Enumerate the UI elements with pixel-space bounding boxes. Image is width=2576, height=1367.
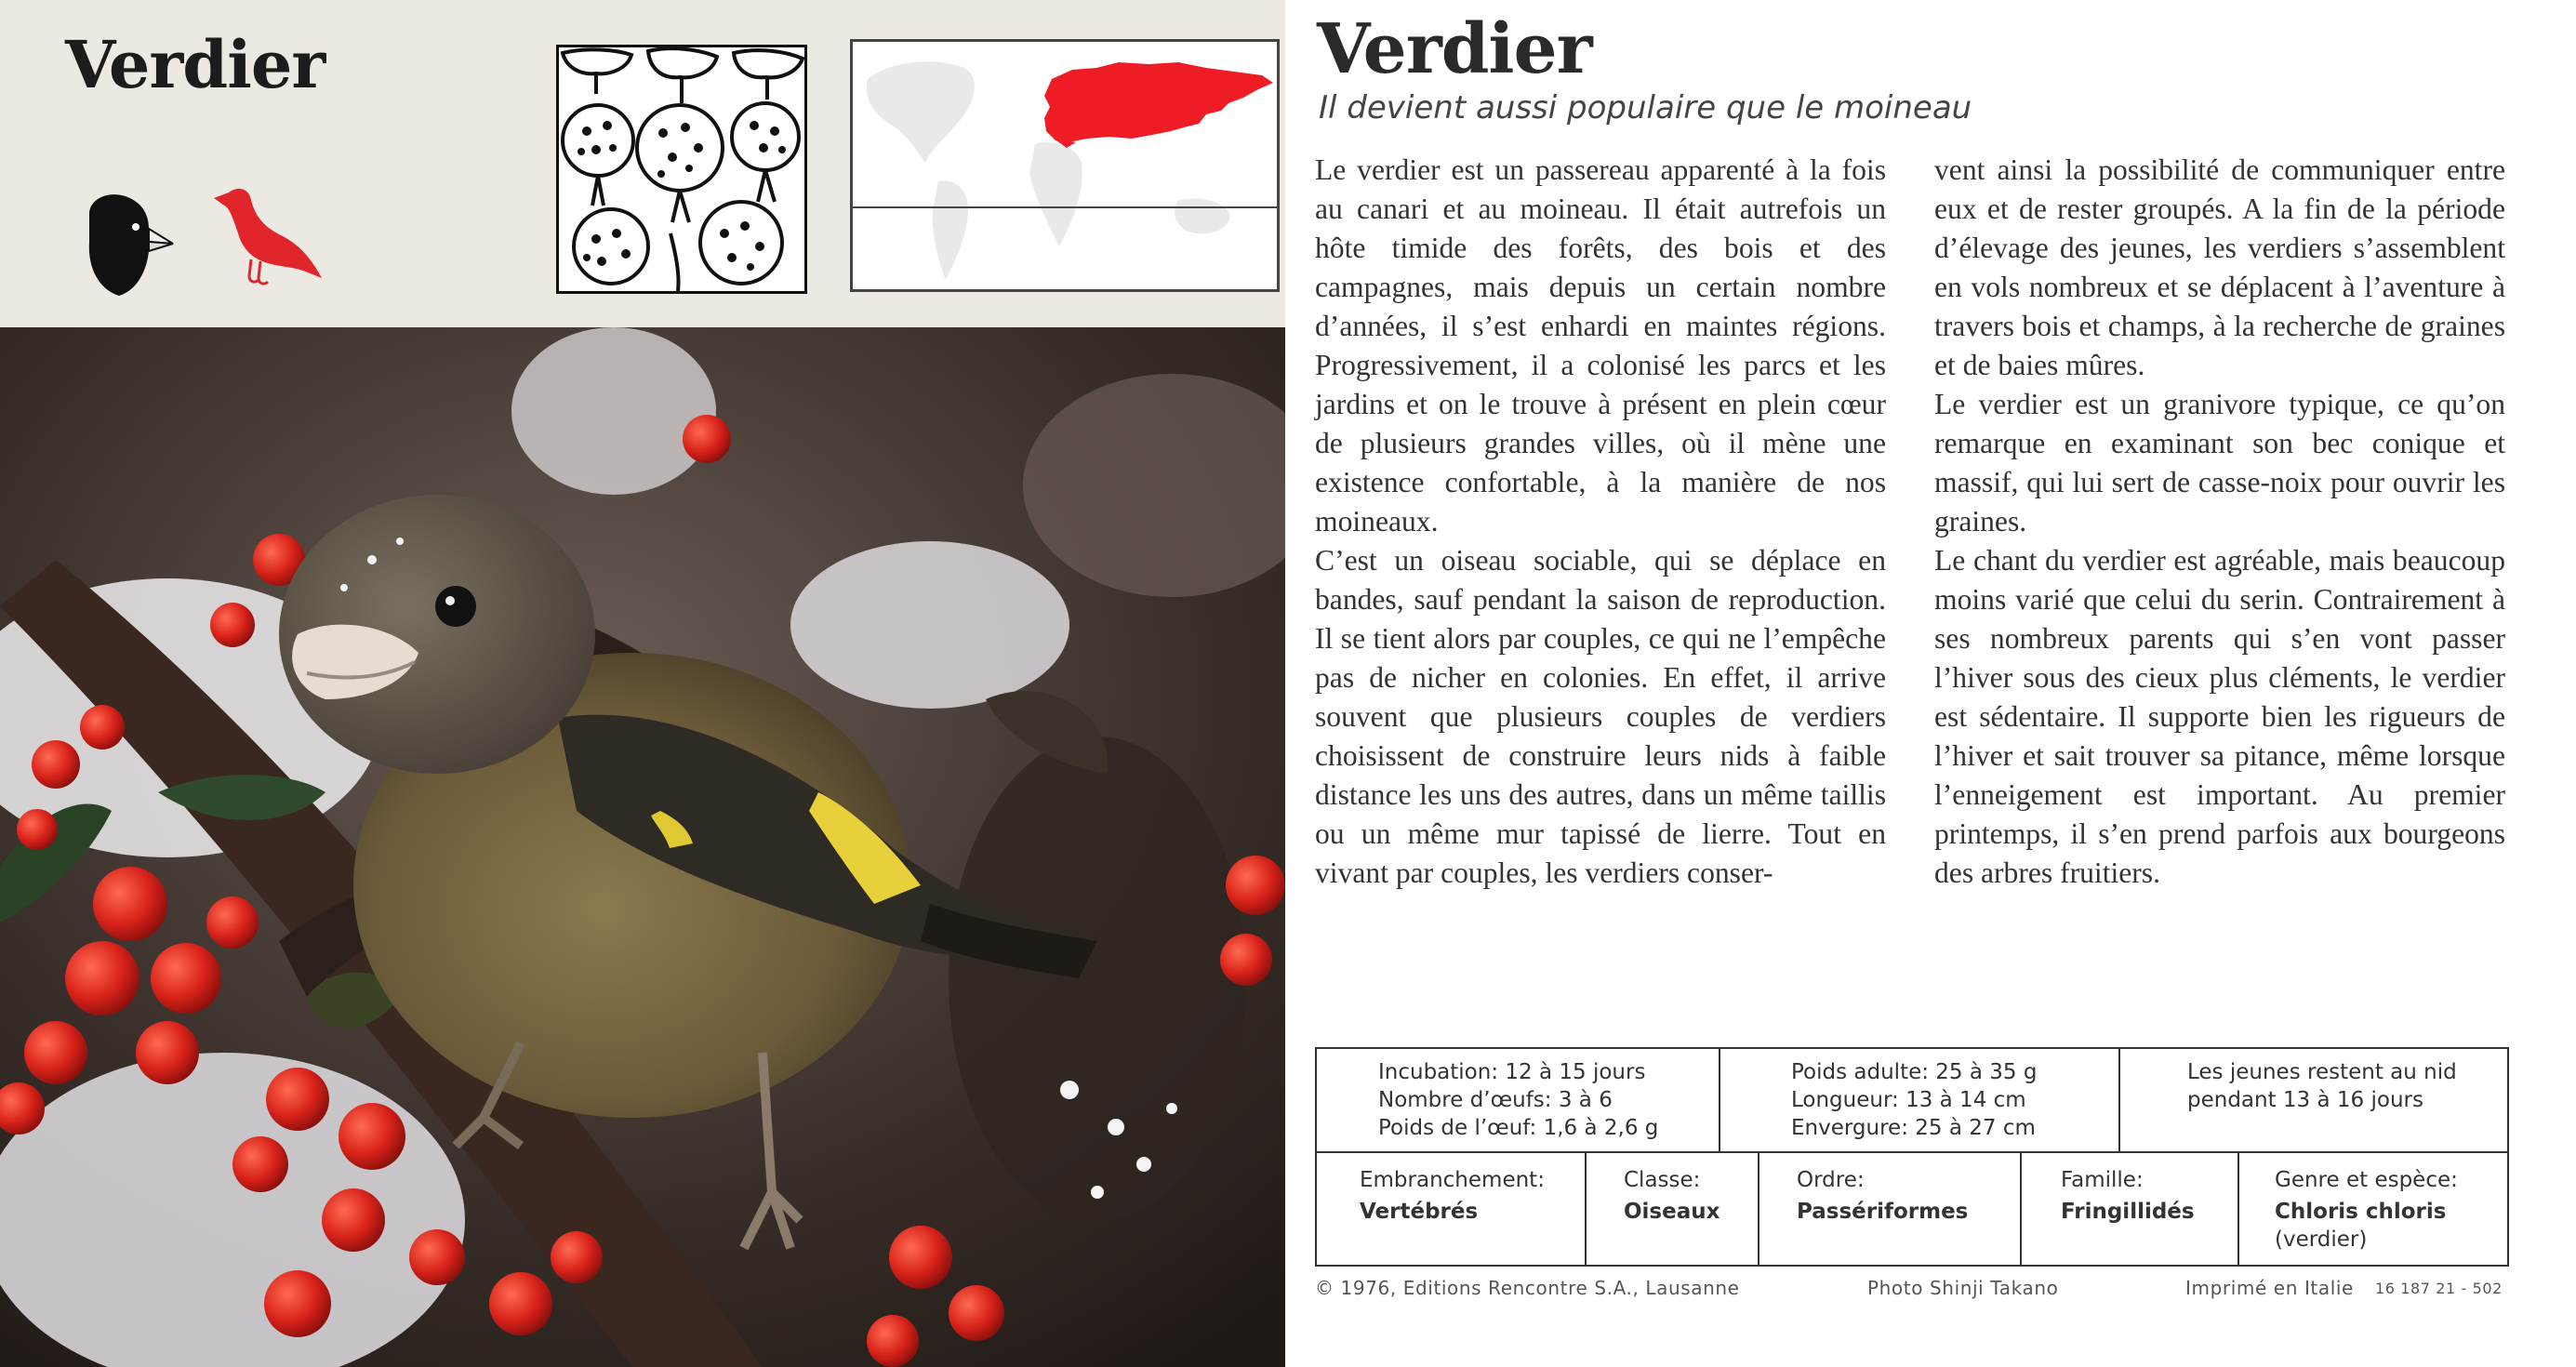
weight-text: Poids adulte: 25 à 35 g [1791,1060,2038,1084]
egg-count-text: Nombre d’œufs: 3 à 6 [1378,1088,1613,1112]
nesting-text: Les jeunes restent au nid [2187,1060,2457,1084]
habitat-box [556,45,807,294]
range-map [850,39,1280,292]
bird-silhouette-icon [206,181,325,291]
species-cell [2239,1153,2507,1265]
taxonomy-table [1315,1151,2509,1267]
card-title: Verdier [1317,9,1592,89]
beak-icon [82,186,175,298]
forest-habitat-icon [559,47,804,291]
order-value: Passériformes [1797,1200,1969,1224]
phylum-label: Embranchement: [1360,1168,1545,1192]
card-footer [1315,1277,2515,1305]
species-label: Genre et espèce: [2275,1168,2458,1192]
facts-table [1315,1047,2509,1153]
paragraph: C’est un oiseau sociable, qui se déplace en bandes, sauf pendant la saison de reproduction. Il se tient alors par couples, ce qui ne l’empêche pas de nicher en colonies. En effet, il arrive souvent que plusieurs couples de verdiers choisissent de construire leurs nids à faible distance les uns des autres, dans un même taillis ou un même mur tapissé de lierre. Tout en vivant par couples, les verdiers conser- [1315,544,1886,889]
incubation-text: Incubation: 12 à 15 jours [1378,1060,1646,1084]
length-text: Longueur: 13 à 14 cm [1791,1088,2026,1112]
text-column-1 [1315,151,1886,893]
class-cell [1587,1153,1759,1265]
nesting-duration-text: pendant 13 à 16 jours [2187,1088,2423,1112]
reproduction-cell [1317,1049,1720,1151]
world-map-icon [853,42,1277,289]
measurements-cell [1720,1049,2120,1151]
paragraph: vent ainsi la possibilité de communiquer entre eux et de rester groupés. A la fin de la période d’élevage des jeunes, les verdiers s’assemblent en vols nombreux et se déplacent à l’aventure à travers bois et champs, à la recherche de graines et de baies mûres. [1934,153,2505,381]
paragraph: Le verdier est un passereau apparenté à la fois au canari et au moineau. Il était autrefois un hôte timide des forêts, des bois et des campagnes, mais depuis un certain nombre d’années, il s’est enhardi en maintes régions. Progressivement, il a colonisé les parcs et les jardins et on le trouve à présent en plein cœur de plusieurs grandes villes, où il mène une existence confortable, à la manière de nos moineaux. [1315,153,1886,538]
wingspan-text: Envergure: 25 à 27 cm [1791,1116,2036,1140]
print-location: Imprimé en Italie [2185,1277,2354,1299]
class-value: Oiseaux [1624,1200,1720,1224]
egg-weight-text: Poids de l’œuf: 1,6 à 2,6 g [1378,1116,1659,1140]
order-label: Ordre: [1797,1168,1865,1192]
front-card [0,0,1285,1367]
photo-credit: Photo Shinji Takano [1867,1277,2059,1299]
phylum-value: Vertébrés [1360,1200,1479,1224]
species-common-name: (verdier) [2275,1228,2368,1252]
species-value: Chloris chloris [2275,1200,2447,1224]
nesting-cell [2120,1049,2507,1151]
class-label: Classe: [1624,1168,1701,1192]
text-column-2 [1934,151,2505,893]
phylum-cell [1317,1153,1587,1265]
paragraph: Le chant du verdier est agréable, mais beaucoup moins varié que celui du serin. Contrairement à ses nombreux parents qui s’en vont passer l’hiver sous des cieux plus cléments, le verdier est sédentaire. Il supporte bien les rigueurs de l’hiver et sait trouver sa pitance, même lorsque l’enneigement est important. Au premier printemps, il s’en prend parfois aux bourgeons des arbres fruitiers. [1934,544,2505,889]
family-label: Famille: [2061,1168,2144,1192]
family-cell [2022,1153,2239,1265]
order-cell [1759,1153,2022,1265]
family-value: Fringillidés [2061,1200,2195,1224]
paragraph: Le verdier est un granivore typique, ce qu’on remarque en examinant son bec conique et massif, qui lui sert de casse-noix pour ouvrir les graines. [1934,388,2505,538]
card-code: 16 187 21 - 502 [2375,1280,2503,1297]
copyright-text: © 1976, Editions Rencontre S.A., Lausanne [1315,1277,1740,1299]
card-subtitle: Il devient aussi populaire que le moineau [1319,89,1972,126]
card-title: Verdier [65,26,325,103]
greenfinch-photo [0,327,1285,1367]
